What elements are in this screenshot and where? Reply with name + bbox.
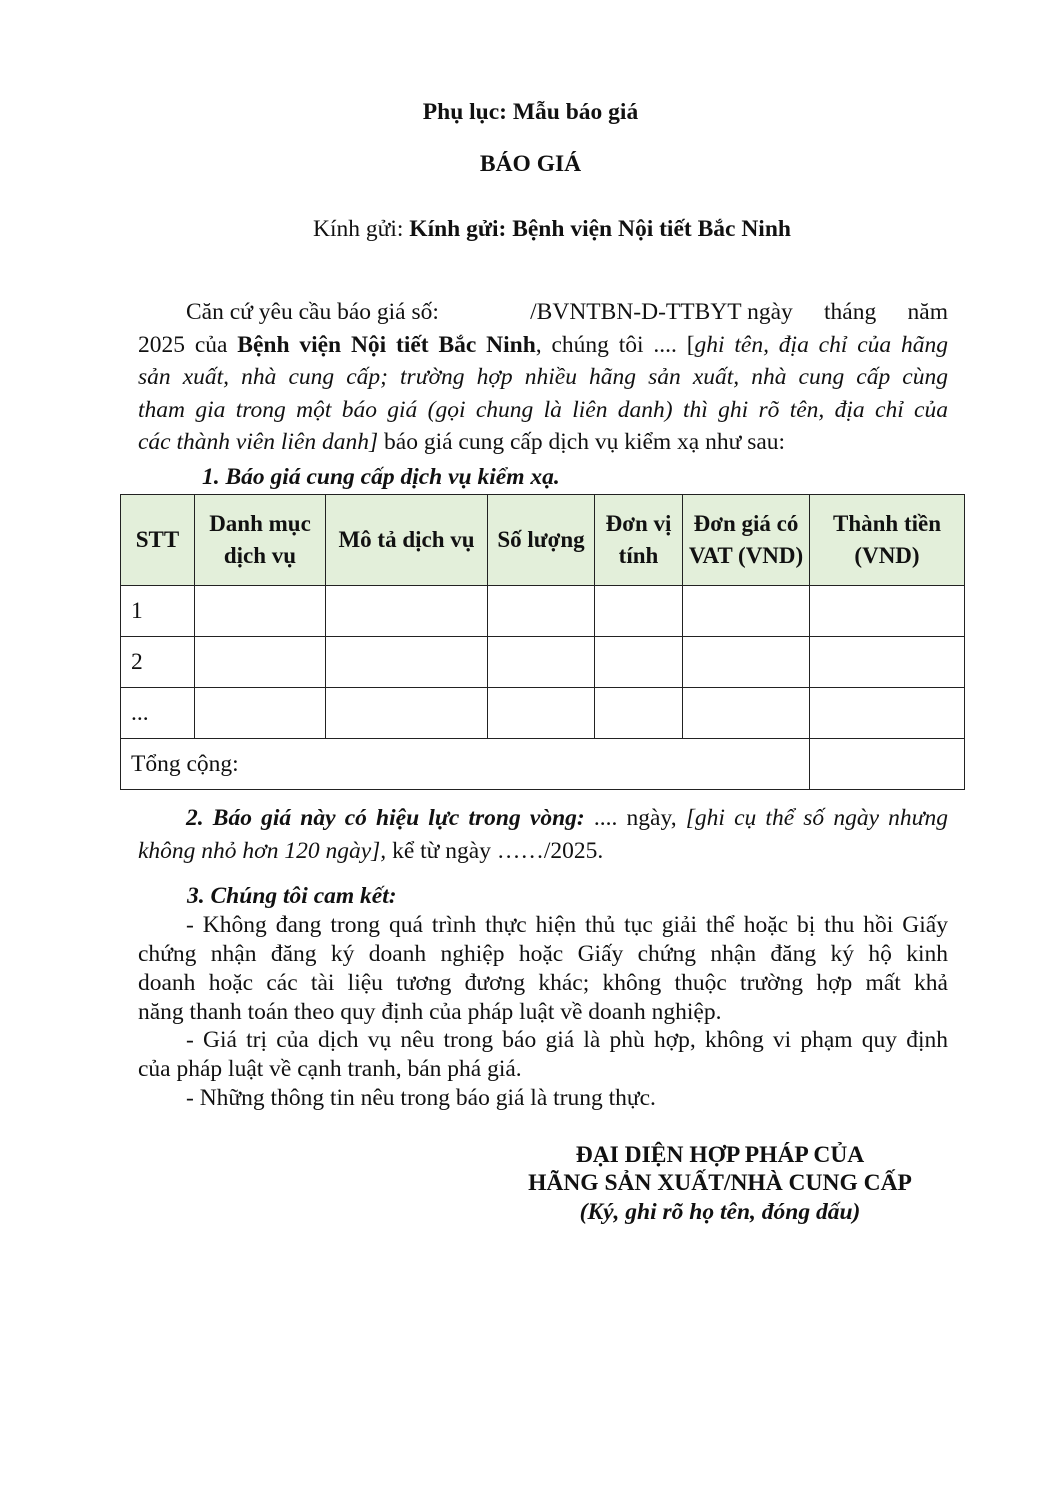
cell-empty	[195, 688, 326, 739]
header-unit-price: Đơn giá có VAT (VND)	[683, 495, 810, 586]
addressee	[313, 215, 791, 243]
intro-line-2: 2025 của Bệnh viện Nội tiết Bắc Ninh, chúng tôi .... [ghi tên, địa chỉ của hãng	[138, 331, 948, 358]
signature-title-1: ĐẠI DIỆN HỢP PHÁP CỦA	[575, 1142, 865, 1168]
row-number: 2	[121, 637, 195, 688]
commitment-1: - Không đang trong quá trình thực hiện thủ tục giải thể hoặc bị thu hồi Giấy chứng nhận đăng ký doanh nghiệp hoặc Giấy chứng nhận đăng ký hộ kinh doanh hoặc các tài liệu tương đương khác; không thuộc trường hợp mất khả năng thanh toán theo quy định của pháp luật về doanh nghiệp.	[138, 912, 948, 1025]
cell-empty	[488, 688, 595, 739]
year-label: năm	[907, 299, 948, 325]
header-service-description: Mô tả dịch vụ	[326, 495, 488, 586]
row-number: ...	[121, 688, 195, 739]
intro-line-5: các thành viên liên danh] báo giá cung cấp dịch vụ kiểm xạ như sau:	[138, 429, 786, 455]
header-stt: STT	[121, 495, 195, 586]
table-row	[121, 586, 965, 637]
table-row	[121, 637, 965, 688]
header-amount: Thành tiền (VND)	[810, 495, 965, 586]
doc-title: BÁO GIÁ	[479, 151, 582, 177]
section-3-title: 3. Chúng tôi cam kết:	[187, 883, 397, 909]
request-number-label: Căn cứ yêu cầu báo giá số:	[186, 299, 439, 325]
header-quantity: Số lượng	[488, 495, 595, 586]
cell-empty	[195, 586, 326, 637]
intro-line-3: sản xuất, nhà cung cấp; trường hợp nhiều hãng sản xuất, nhà cung cấp cùng	[138, 364, 948, 390]
section-2-line-2: không nhỏ hơn 120 ngày], kể từ ngày ……/2025.	[138, 837, 604, 864]
quote-table	[120, 494, 965, 790]
commitment-2: - Giá trị của dịch vụ nêu trong báo giá là phù hợp, không vi phạm quy định của pháp luật về cạnh tranh, bán phá giá.	[138, 1027, 948, 1082]
addressee-prefix: Kính gửi:	[313, 216, 410, 242]
intro-paragraph	[138, 296, 948, 459]
header-unit: Đơn vị tính	[595, 495, 683, 586]
total-amount-cell	[810, 739, 965, 790]
section-1-title: 1. Báo giá cung cấp dịch vụ kiểm xạ.	[202, 464, 560, 490]
cell-empty	[595, 637, 683, 688]
signature-instruction: (Ký, ghi rõ họ tên, đóng dấu)	[579, 1199, 861, 1225]
commitment-3: - Những thông tin nêu trong báo giá là trung thực.	[186, 1085, 656, 1111]
total-label: Tổng cộng:	[121, 739, 810, 790]
section-2-paragraph	[138, 802, 948, 867]
cell-empty	[683, 586, 810, 637]
cell-empty	[488, 586, 595, 637]
cell-empty	[488, 637, 595, 688]
row-number: 1	[121, 586, 195, 637]
section-2-title: 2. Báo giá này có hiệu lực trong vòng:	[186, 805, 585, 831]
table-header-row	[121, 495, 965, 586]
cell-empty	[326, 688, 488, 739]
month-label: tháng	[824, 299, 877, 325]
appendix-title: Phụ lục: Mẫu báo giá	[422, 99, 639, 125]
cell-empty	[595, 688, 683, 739]
cell-empty	[810, 688, 965, 739]
cell-empty	[326, 586, 488, 637]
table-row	[121, 688, 965, 739]
request-number-ref: /BVNTBN-D-TTBYT ngày	[530, 299, 793, 325]
cell-empty	[595, 586, 683, 637]
cell-empty	[683, 688, 810, 739]
cell-empty	[810, 637, 965, 688]
cell-empty	[810, 586, 965, 637]
intro-line-4: tham gia trong một báo giá (gọi chung là liên danh) thì ghi rõ tên, địa chỉ của	[138, 396, 948, 423]
signature-title-2: HÃNG SẢN XUẤT/NHÀ CUNG CẤP	[528, 1170, 912, 1196]
section-2-line-1: 2. Báo giá này có hiệu lực trong vòng: .... ngày, [ghi cụ thể số ngày nhưng	[186, 805, 948, 831]
cell-empty	[683, 637, 810, 688]
header-service-category: Danh mục dịch vụ	[195, 495, 326, 586]
intro-line-1	[138, 296, 948, 329]
cell-empty	[195, 637, 326, 688]
cell-empty	[326, 637, 488, 688]
addressee-name: Kính gửi: Bệnh viện Nội tiết Bắc Ninh	[409, 216, 791, 242]
table-total-row	[121, 739, 965, 790]
hospital-name: Bệnh viện Nội tiết Bắc Ninh	[237, 331, 536, 358]
